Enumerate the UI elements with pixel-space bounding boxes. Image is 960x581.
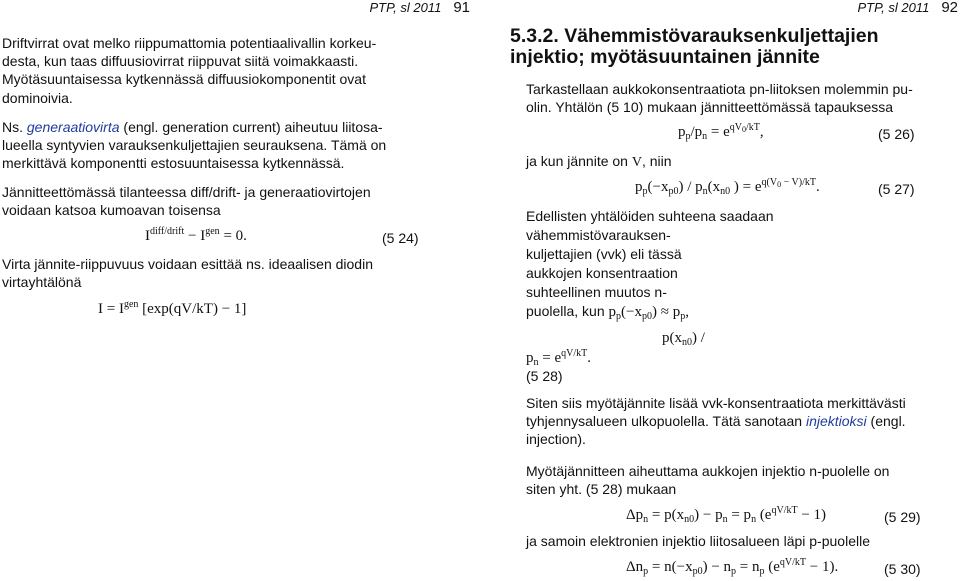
eq-symbol: ) − p xyxy=(694,507,723,523)
equation-number-5-30: (5 30) xyxy=(884,561,921,577)
eq-sub: n0 xyxy=(684,514,695,525)
equation-5-30 xyxy=(626,559,838,576)
eq-sub: p xyxy=(759,566,765,577)
eq-symbol: ) / p xyxy=(678,179,703,195)
eq-symbol: I = I xyxy=(98,301,124,317)
text-line: dominoivia. xyxy=(2,89,73,106)
eq-sup: gen xyxy=(205,226,220,237)
equation-number-5-27: (5 27) xyxy=(878,181,915,197)
text-line: Myötäsuuntaisessa kytkennässä diffuusiokomponentit ovat xyxy=(2,71,366,88)
eq-symbol: (e xyxy=(764,559,780,575)
eq-sup: diff/drift xyxy=(150,226,185,237)
eq-sub: p xyxy=(685,131,691,142)
text-line: aukkojen konsentraation xyxy=(526,265,678,281)
eq-sub: n xyxy=(643,514,649,525)
eq-sub: p xyxy=(731,566,737,577)
text-line: merkittävä komponentti estosuuntaisessa kytkennässä. xyxy=(2,155,345,172)
paragraph-injection xyxy=(526,394,906,449)
equation-number-5-26: (5 26) xyxy=(878,126,915,142)
title-line: 5.3.2. Vähemmistövarauksenkuljettajien xyxy=(510,25,879,47)
text-line: olin. Yhtälön (5 10) mukaan jännitteettömässä tapauksessa xyxy=(526,99,894,116)
eq-symbol: p xyxy=(608,304,617,320)
eq-symbol: p(x xyxy=(662,330,682,346)
eq-sub: n xyxy=(751,514,757,525)
page-number: 92 xyxy=(941,0,958,16)
eq-symbol: p xyxy=(635,179,643,195)
text-span: tyhjennysalueen ulkopuolella. Tätä sanotaan xyxy=(526,413,806,430)
paragraph-drift xyxy=(2,34,376,107)
eq-symbol: (−x xyxy=(621,304,642,320)
header-label: PTP, sl 2011 xyxy=(369,0,442,15)
eq-symbol: = e xyxy=(710,124,730,140)
text-line: voidaan katsoa kumoavan toisensa xyxy=(2,202,221,219)
header-label: PTP, sl 2011 xyxy=(857,0,930,15)
eq-symbol: Δp xyxy=(626,507,644,523)
eq-sup: 0 xyxy=(777,180,782,189)
eq-symbol: − xyxy=(188,228,197,244)
term-generaatiovirta: generaatiovirta xyxy=(26,119,120,135)
text-line: vähemmistövarauksen- xyxy=(526,227,671,243)
term-injektioksi: injektioksi xyxy=(805,413,867,430)
equation-5-25 xyxy=(98,301,246,318)
eq-sup: gen xyxy=(123,299,139,310)
text-line: Myötäjännitteen aiheuttama aukkojen injektio n-puolelle on xyxy=(526,463,890,479)
paragraph-electron-injection: ja samoin elektronien injektio liitosalueen läpi p-puolelle xyxy=(526,533,870,549)
eq-symbol: (−x xyxy=(647,179,669,195)
eq-sub: n xyxy=(722,514,728,525)
fraction-numerator xyxy=(662,330,705,347)
eq-symbol: ) = e xyxy=(733,179,762,195)
eq-symbol: I xyxy=(145,228,150,244)
paragraph-intro xyxy=(526,80,913,116)
eq-symbol: = p xyxy=(727,507,752,523)
section-title xyxy=(510,26,879,68)
eq-symbol: (e xyxy=(756,507,772,523)
eq-sub: n0 xyxy=(720,186,731,197)
eq-symbol: − 1). xyxy=(806,559,839,575)
page-header xyxy=(370,0,470,16)
text-span: Ns. xyxy=(2,119,27,135)
eq-sup: /kT xyxy=(746,122,760,133)
eq-symbol: = 0. xyxy=(223,228,247,244)
eq-symbol: ) ≈ p xyxy=(651,304,681,320)
paragraph-diode xyxy=(2,255,373,291)
eq-sub: n xyxy=(702,186,708,197)
text-line: Edellisten yhtälöiden suhteena saadaan xyxy=(526,208,774,224)
paragraph-hole-injection xyxy=(526,462,889,498)
eq-sub: n xyxy=(533,357,539,368)
eq-symbol: ) / xyxy=(692,330,705,346)
text-line: Tarkastellaan aukkokonsentraatiota pn-liitoksen molemmin pu- xyxy=(526,81,913,97)
text-line: Driftvirrat ovat melko riippumattomia potentiaalivallin korkeu- xyxy=(2,35,377,51)
eq-sub: p0 xyxy=(692,566,703,577)
eq-sub: p xyxy=(616,311,622,322)
text-line: desta, kun taas diffuusiovirrat riippuvat siitä voimakkaasti. xyxy=(2,53,359,70)
eq-symbol: (x xyxy=(707,179,721,195)
eq-symbol: , xyxy=(685,304,689,320)
eq-sup: qV xyxy=(729,122,743,133)
eq-sub: p xyxy=(642,186,648,197)
eq-sup: − V)/kT xyxy=(781,177,816,188)
eq-sup: 0 xyxy=(742,125,747,134)
page-header xyxy=(858,0,958,16)
paragraph-equilibrium xyxy=(2,183,371,219)
text-line xyxy=(526,302,774,323)
equation-number-5-29: (5 29) xyxy=(884,509,921,525)
equation-5-26 xyxy=(678,124,764,141)
eq-symbol: = p(x xyxy=(648,507,685,523)
text-span: V xyxy=(631,155,642,170)
eq-sub: p xyxy=(643,566,649,577)
equation-5-24 xyxy=(145,228,247,245)
text-span: ja kun jännite on xyxy=(526,153,632,169)
eq-sub: p0 xyxy=(641,311,652,322)
equation-5-27 xyxy=(635,179,820,196)
equation-number-5-28: (5 28) xyxy=(526,368,563,384)
eq-symbol: Δn xyxy=(626,559,644,575)
eq-sub: p0 xyxy=(668,186,679,197)
eq-sup: qV/kT xyxy=(561,348,588,359)
text-line: siten yht. (5 28) mukaan xyxy=(526,481,677,498)
eq-symbol: /p xyxy=(690,124,703,140)
text-span: (engl. xyxy=(866,413,906,430)
text-line: kuljettajien (vvk) eli tässä xyxy=(526,246,682,262)
eq-symbol: . xyxy=(815,179,820,195)
eq-sub: n0 xyxy=(682,337,692,348)
eq-symbol: = n xyxy=(736,559,760,575)
eq-symbol: − 1) xyxy=(797,507,827,523)
text-span: puolella, kun xyxy=(526,303,609,319)
paragraph-ratio xyxy=(526,207,774,323)
page-92 xyxy=(480,0,960,581)
eq-sup: q(V xyxy=(761,177,778,188)
text-line: Jännitteettömässä tilanteessa diff/drift- ja generaatiovirtojen xyxy=(2,184,371,200)
eq-symbol: . xyxy=(587,350,591,366)
eq-symbol: = n(−x xyxy=(648,559,693,575)
text-line: Virta jännite-riippuvuus voidaan esittää ns. ideaalisen diodin xyxy=(2,256,373,272)
eq-symbol: p xyxy=(678,124,686,140)
eq-sup: qV/kT xyxy=(771,505,798,516)
eq-symbol: I xyxy=(200,228,206,244)
eq-sub: n xyxy=(702,131,708,142)
eq-symbol: ) − n xyxy=(702,559,732,575)
eq-sub: p xyxy=(680,311,686,322)
equation-5-29 xyxy=(626,507,826,524)
eq-symbol: p xyxy=(526,350,534,366)
title-line: injektio; myötäsuuntainen jännite xyxy=(510,46,820,68)
eq-symbol: , xyxy=(759,124,764,140)
paragraph-generation xyxy=(2,118,386,173)
page-number: 91 xyxy=(453,0,470,16)
text-line: Siten siis myötäjännite lisää vvk-konsentraatiota merkittävästi xyxy=(526,395,906,411)
eq-sup: qV/kT xyxy=(779,557,807,568)
text-line xyxy=(526,412,906,430)
text-line: virtayhtälönä xyxy=(2,274,82,291)
equation-5-28 xyxy=(526,350,591,367)
eq-symbol: = e xyxy=(542,350,562,366)
text-span: , niin xyxy=(641,153,672,169)
text-line: suhteellinen muutos n- xyxy=(526,284,667,300)
text-span: (engl. generation current) aiheutuu liitosa- xyxy=(119,119,383,135)
text-line: lueella syntyvien varauksenkuljettajien seurauksena. Tämä on xyxy=(2,137,387,154)
paragraph-voltage xyxy=(526,152,672,172)
eq-symbol: [exp(qV/kT) − 1] xyxy=(138,301,247,317)
equation-number-5-24: (5 24) xyxy=(382,230,419,246)
text-line: injection). xyxy=(526,431,586,448)
